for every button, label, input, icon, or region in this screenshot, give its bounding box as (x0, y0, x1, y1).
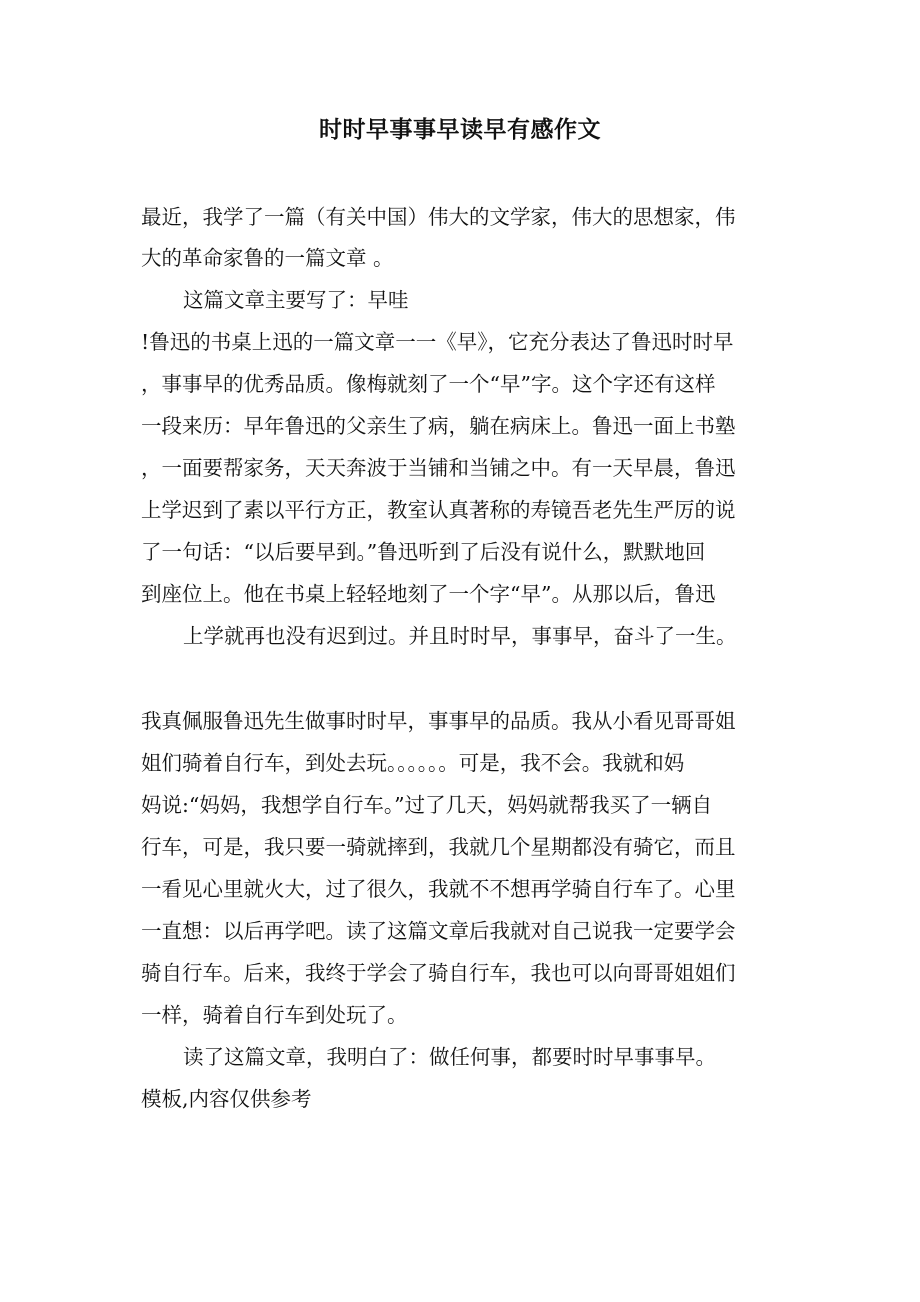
paragraph-line: ，事事早的优秀品质。像梅就刻了一个“早”字。这个字还有这样 (141, 372, 716, 396)
paragraph-line: 上学就再也没有迟到过。并且时时早，事事早，奋斗了一生。 (183, 624, 737, 648)
paragraph-line: 一段来历：早年鲁迅的父亲生了病，躺在病床上。鲁迅一面上书塾 (141, 414, 736, 438)
paragraph-line: 了一句话：“以后要早到。”鲁迅听到了后没有说什么，默默地回 (141, 540, 706, 564)
paragraph-line: 姐们骑着自行车，到处去玩。。。。。。可是，我不会。我就和妈 (141, 751, 685, 775)
paragraph-line: 大的革命家鲁的一篇文章 。 (141, 246, 394, 270)
paragraph-line: 一样，骑着自行车到处玩了。 (141, 1003, 408, 1027)
paragraph-line: !鲁迅的书桌上迅的一篇文章一一《早》，它充分表达了鲁迅时时早 (141, 330, 734, 354)
paragraph-line: 妈说:“妈妈，我想学自行车。”过了几天，妈妈就帮我买了一辆自 (141, 793, 713, 817)
paragraph-line: 骑自行车。后来，我终于学会了骑自行车，我也可以向哥哥姐姐们 (141, 961, 736, 985)
paragraph-line: 行车，可是，我只要一骑就摔到，我就几个星期都没有骑它，而且 (141, 835, 736, 859)
paragraph-line: 最近，我学了一篇（有关中国）伟大的文学家，伟大的思想家，伟 (141, 205, 736, 229)
footer-note: 模板,内容仅供参考 (141, 1087, 312, 1111)
paragraph-line: 这篇文章主要写了：早哇 (183, 288, 409, 312)
paragraph-line: 我真佩服鲁迅先生做事时时早，事事早的品质。我从小看见哥哥姐 (141, 709, 736, 733)
document-title: 时时早事事早读早有感作文 (319, 116, 601, 143)
paragraph-line: 一看见心里就火大，过了很久，我就不不想再学骑自行车了。心里 (141, 877, 736, 901)
paragraph-line: 一直想：以后再学吧。读了这篇文章后我就对自己说我一定要学会 (141, 919, 736, 943)
paragraph-line: 读了这篇文章，我明白了：做任何事，都要时时早事事早。 (183, 1045, 716, 1069)
paragraph-line: 上学迟到了素以平行方正，教室认真著称的寿镜吾老先生严厉的说 (141, 498, 736, 522)
paragraph-line: ，一面要帮家务，天天奔波于当铺和当铺之中。有一天早晨，鲁迅 (141, 456, 736, 480)
paragraph-line: 到座位上。他在书桌上轻轻地刻了一个字“早”。从那以后，鲁迅 (141, 582, 716, 606)
